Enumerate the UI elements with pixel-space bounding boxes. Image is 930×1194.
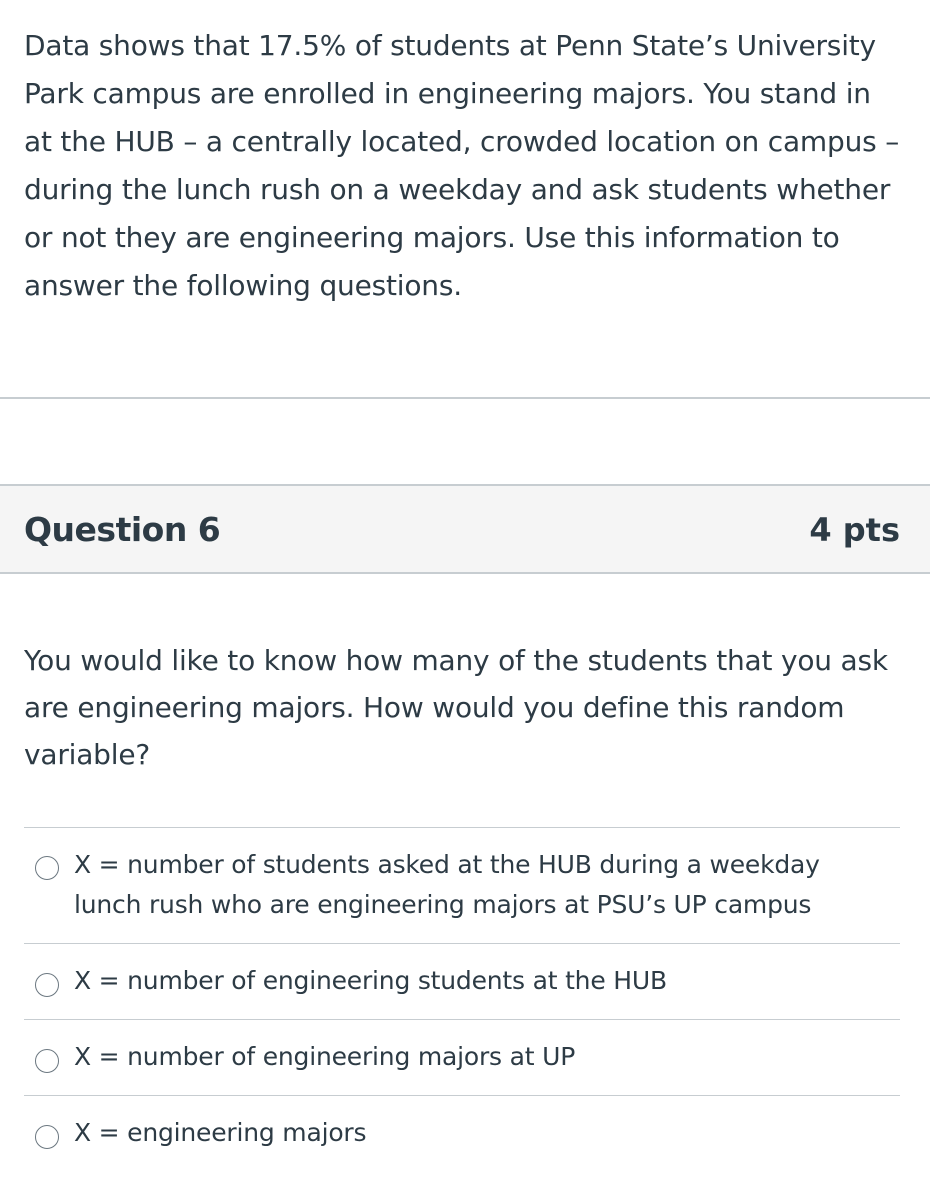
question-text: You would like to know how many of the students that you ask are engineering majors. How would you define this random variable? (24, 644, 888, 771)
radio-button[interactable] (35, 856, 59, 880)
answer-option-3[interactable] (24, 1020, 900, 1096)
radio-button[interactable] (35, 1125, 59, 1149)
radio-button[interactable] (35, 973, 59, 997)
question-points: 4 pts (809, 511, 900, 549)
answer-option-2[interactable] (24, 944, 900, 1020)
answer-list (24, 827, 900, 1172)
answer-label[interactable]: X = number of engineering students at the HUB (74, 966, 667, 995)
answer-label[interactable]: X = number of engineering majors at UP (74, 1042, 576, 1071)
answer-option-1[interactable] (24, 828, 900, 944)
question-header (0, 484, 930, 574)
section-divider (0, 397, 930, 399)
radio-button[interactable] (35, 1049, 59, 1073)
answer-label[interactable]: X = engineering majors (74, 1118, 367, 1147)
answer-label[interactable]: X = number of students asked at the HUB during a weekday lunch rush who are engineering majors at PSU’s UP campus (74, 850, 820, 919)
instructions-text: Data shows that 17.5% of students at Penn State’s University Park campus are enrolled in engineering majors. You stand in at the HUB – a centrally located, crowded location on campus – during the lunch rush on a weekday and ask students whether or not they are engineering majors. Use this information to answer the following questions. (24, 29, 900, 302)
answer-option-4[interactable] (24, 1096, 900, 1172)
question-title: Question 6 (24, 510, 221, 549)
